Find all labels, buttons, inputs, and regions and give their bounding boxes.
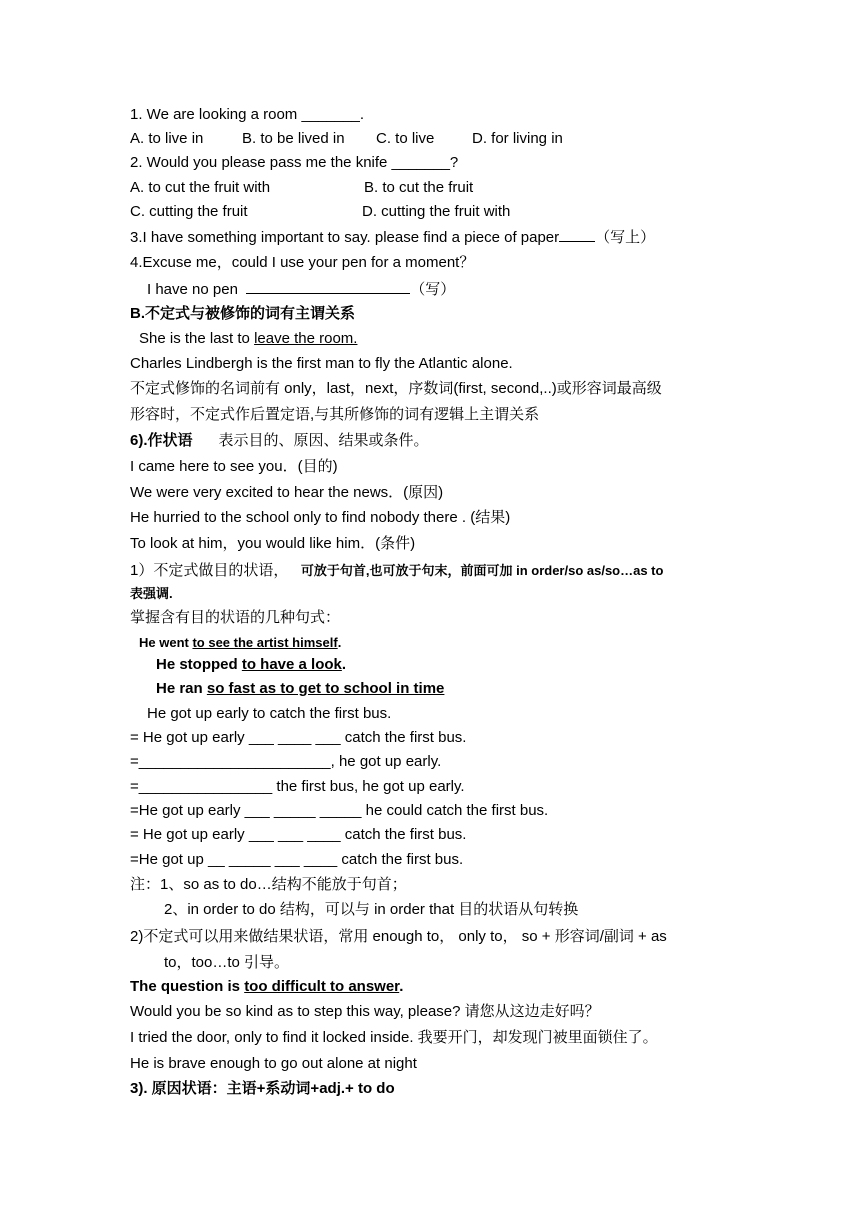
reason-adverbial-title: 3). 原因状语：主语+系动词+adj.+ to do bbox=[130, 1080, 395, 1097]
purpose-subtitle: 掌握含有目的状语的几种句式： bbox=[130, 609, 341, 626]
rewrite-line-5: = He got up early ___ ___ ____ catch the first bus. bbox=[130, 826, 467, 843]
stopped-text: He stopped bbox=[156, 656, 242, 673]
question-text: The question is bbox=[130, 978, 245, 995]
q3-text: 3.I have something important to say. please find a piece of paper bbox=[130, 229, 560, 246]
section-b-note-1: 不定式修饰的名词前有 only，last，next，序数词(first, second,..)或形容词最高级 bbox=[130, 380, 662, 397]
ran-text: He ran bbox=[156, 680, 207, 697]
adverbial-example-condition: To look at him，you would like him．(条件) bbox=[130, 535, 416, 552]
q4-answer-start: I have no pen bbox=[147, 281, 238, 298]
example-1-underlined: leave the room. bbox=[254, 330, 358, 347]
question-too-difficult bbox=[130, 977, 403, 997]
section-6-desc: 表示目的、原因、结果或条件。 bbox=[218, 432, 429, 449]
rewrite-line-2: =_______________________, he got up early. bbox=[130, 753, 442, 770]
section-b-note-2: 形容时，不定式作后置定语,与其所修饰的词有逻辑上主谓关系 bbox=[130, 406, 540, 423]
question-4: 4.Excuse me，could I use your pen for a moment？ bbox=[130, 254, 475, 271]
example-stopped bbox=[156, 655, 346, 675]
q2-option-b: B. to cut the fruit bbox=[364, 179, 474, 196]
ran-underlined: so fast as to get to school in time bbox=[206, 680, 445, 697]
example-went bbox=[139, 633, 341, 653]
q3-hint: （写上） bbox=[595, 229, 656, 246]
went-text: He went bbox=[139, 635, 193, 650]
went-underlined: to see the artist himself bbox=[192, 635, 338, 650]
q1-option-c: C. to live bbox=[376, 130, 435, 147]
q2-option-d: D. cutting the fruit with bbox=[362, 203, 511, 220]
q4-blank bbox=[246, 279, 410, 294]
rewrite-line-3: =________________ the first bus, he got up early. bbox=[130, 778, 465, 795]
example-ran bbox=[156, 679, 444, 699]
stopped-underlined: to have a look bbox=[241, 656, 342, 673]
rewrite-base-sentence: He got up early to catch the first bus. bbox=[147, 705, 392, 722]
note-line-2: 2、in order to do 结构，可以与 in order that 目的状语从句转换 bbox=[164, 901, 579, 918]
adverbial-example-reason: We were very excited to hear the news．(原因) bbox=[130, 484, 444, 501]
section-b-title: B.不定式与被修饰的词有主谓关系 bbox=[130, 305, 356, 322]
purpose-title bbox=[130, 561, 663, 581]
example-brave: He is brave enough to go out alone at night bbox=[130, 1055, 417, 1072]
result-adverbial-line-2: to，too…to 引导。 bbox=[164, 954, 290, 971]
result-adverbial-line-1: 2)不定式可以用来做结果状语，常用 enough to， only to， so + 形容词/副词 + as bbox=[130, 928, 667, 945]
rewrite-line-1: = He got up early ___ ____ ___ catch the first bus. bbox=[130, 729, 467, 746]
section-b-example-1 bbox=[139, 329, 357, 349]
stopped-period: . bbox=[341, 656, 347, 673]
q3-blank bbox=[559, 227, 595, 242]
adverbial-example-purpose: I came here to see you．(目的) bbox=[130, 458, 338, 475]
q4-hint: （写） bbox=[410, 281, 456, 298]
question-underlined: too difficult to answer bbox=[244, 978, 400, 995]
purpose-title-cont: 表强调. bbox=[130, 586, 173, 601]
purpose-title-b: 可放于句首,也可放于句末，前面可加 in order/so as/so…as to bbox=[300, 563, 664, 578]
rewrite-line-6: =He got up __ _____ ___ ____ catch the first bus. bbox=[130, 851, 464, 868]
q2-option-c: C. cutting the fruit bbox=[130, 203, 248, 220]
section-6-heading bbox=[130, 431, 429, 451]
question-period: . bbox=[399, 978, 404, 995]
q1-option-b: B. to be lived in bbox=[242, 130, 345, 147]
section-b-example-2: Charles Lindbergh is the first man to fly the Atlantic alone. bbox=[130, 355, 513, 372]
example-so-kind: Would you be so kind as to step this way, please? 请您从这边走好吗？ bbox=[130, 1003, 600, 1020]
rewrite-line-4: =He got up early ___ _____ _____ he could catch the first bus. bbox=[130, 802, 549, 819]
note-line-1: 注：1、so as to do…结构不能放于句首； bbox=[130, 876, 407, 893]
q1-option-d: D. for living in bbox=[472, 130, 563, 147]
q2-option-a: A. to cut the fruit with bbox=[130, 179, 271, 196]
section-6-title: 6).作状语 bbox=[130, 432, 193, 449]
question-2: 2. Would you please pass me the knife _______? bbox=[130, 154, 459, 171]
question-1: 1. We are looking a room _______. bbox=[130, 106, 365, 123]
adverbial-example-result: He hurried to the school only to find nobody there . (结果) bbox=[130, 509, 511, 526]
went-period: . bbox=[337, 635, 342, 650]
q1-option-a: A. to live in bbox=[130, 130, 204, 147]
example-1-text: She is the last to bbox=[139, 330, 255, 347]
purpose-title-a: 1）不定式做目的状语， bbox=[130, 562, 289, 579]
example-tried-door: I tried the door, only to find it locked inside. 我要开门，却发现门被里面锁住了。 bbox=[130, 1029, 658, 1046]
q4-answer-line bbox=[147, 279, 455, 300]
question-3 bbox=[130, 227, 655, 248]
